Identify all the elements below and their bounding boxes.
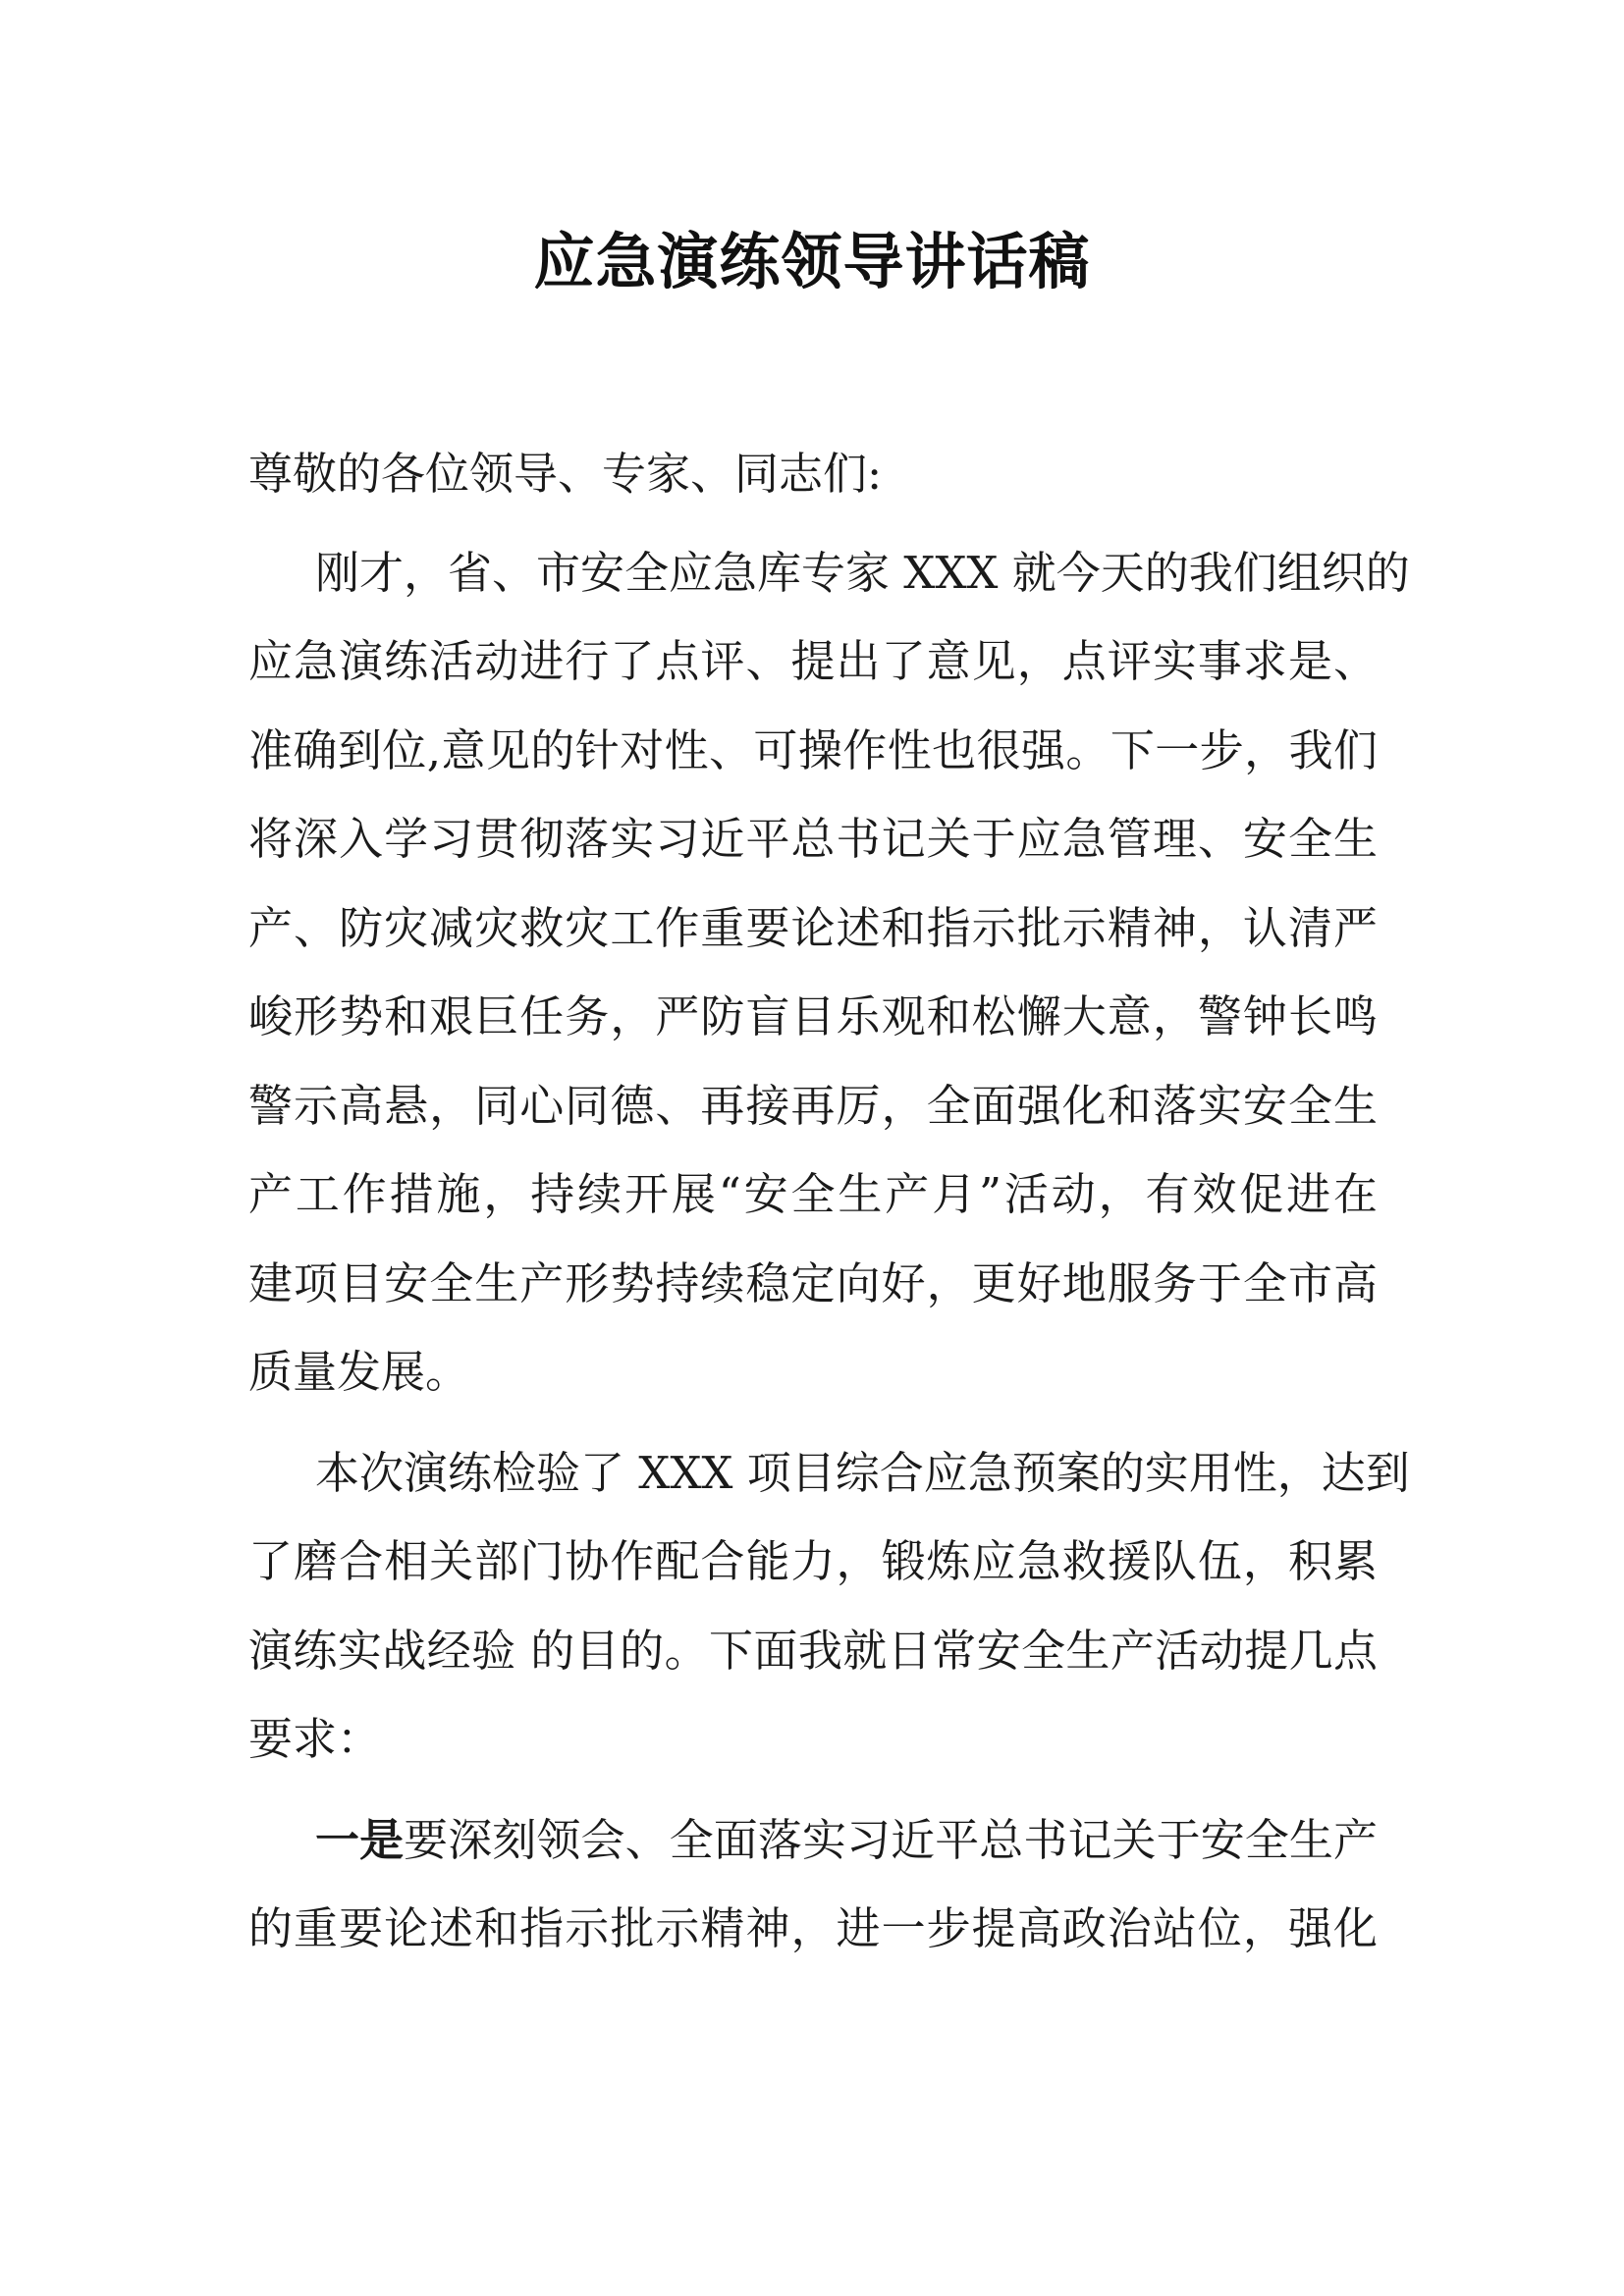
paragraph-3 [248,1796,1378,1974]
paragraph-2-line: 了磨合相关部门协作配合能力，锻炼应急救援队伍，积累 [248,1535,1378,1587]
paragraph-3-first-line-text: 要深刻领会、全面落实习近平总书记关于安全生产 [404,1813,1378,1866]
paragraph-1-line: 质量发展。 [248,1346,470,1398]
paragraph-2-line: 演练实战经验 的目的。下面我就日常安全生产活动提几点 [248,1624,1378,1677]
paragraph-1-line: 产、防灾减灾救灾工作重要论述和指示批示精神，认清严 [248,901,1378,954]
paragraph-3-line: 的重要论述和指示批示精神，进一步提高政治站位，强化 [248,1902,1378,1954]
paragraph-1-line: 峻形势和艰巨任务，严防盲目乐观和松懈大意，警钟长鸣 [248,990,1378,1042]
paragraph-1-line: 应急演练活动进行了点评、提出了意见，点评实事求是、 [248,635,1378,687]
paragraph-2 [248,1429,1410,1785]
paragraph-1-line: 将深入学习贯彻落实习近平总书记关于应急管理、安全生 [248,813,1378,865]
paragraph-1-line: 刚才，省、市安全应急库专家 XXX 就今天的我们组织的 [315,546,1410,599]
paragraph-1-line: 准确到位,意见的针对性、可操作性也很强。下一步，我们 [248,723,1378,776]
paragraph-3-lead: 一是 [315,1813,405,1866]
paragraph-1-line: 警示高悬，同心同德、再接再厉，全面强化和落实安全生 [248,1079,1378,1132]
paragraph-2-line: 要求： [248,1713,382,1765]
salutation: 尊敬的各位领导、专家、同志们: [248,448,883,500]
document-body [248,430,1410,1974]
paragraph-1-line: 建项目安全生产形势持续稳定向好，更好地服务于全市高 [248,1256,1378,1309]
paragraph-1-line: 产工作措施，持续开展“安全生产月”活动，有效促进在 [248,1168,1378,1220]
paragraph-1 [248,529,1410,1417]
paragraph-3-line [248,1796,1378,1886]
paragraph-2-line: 本次演练检验了 XXX 项目综合应急预案的实用性，达到 [315,1446,1410,1499]
document-title: 应急演练领导讲话稿 [533,226,1091,297]
